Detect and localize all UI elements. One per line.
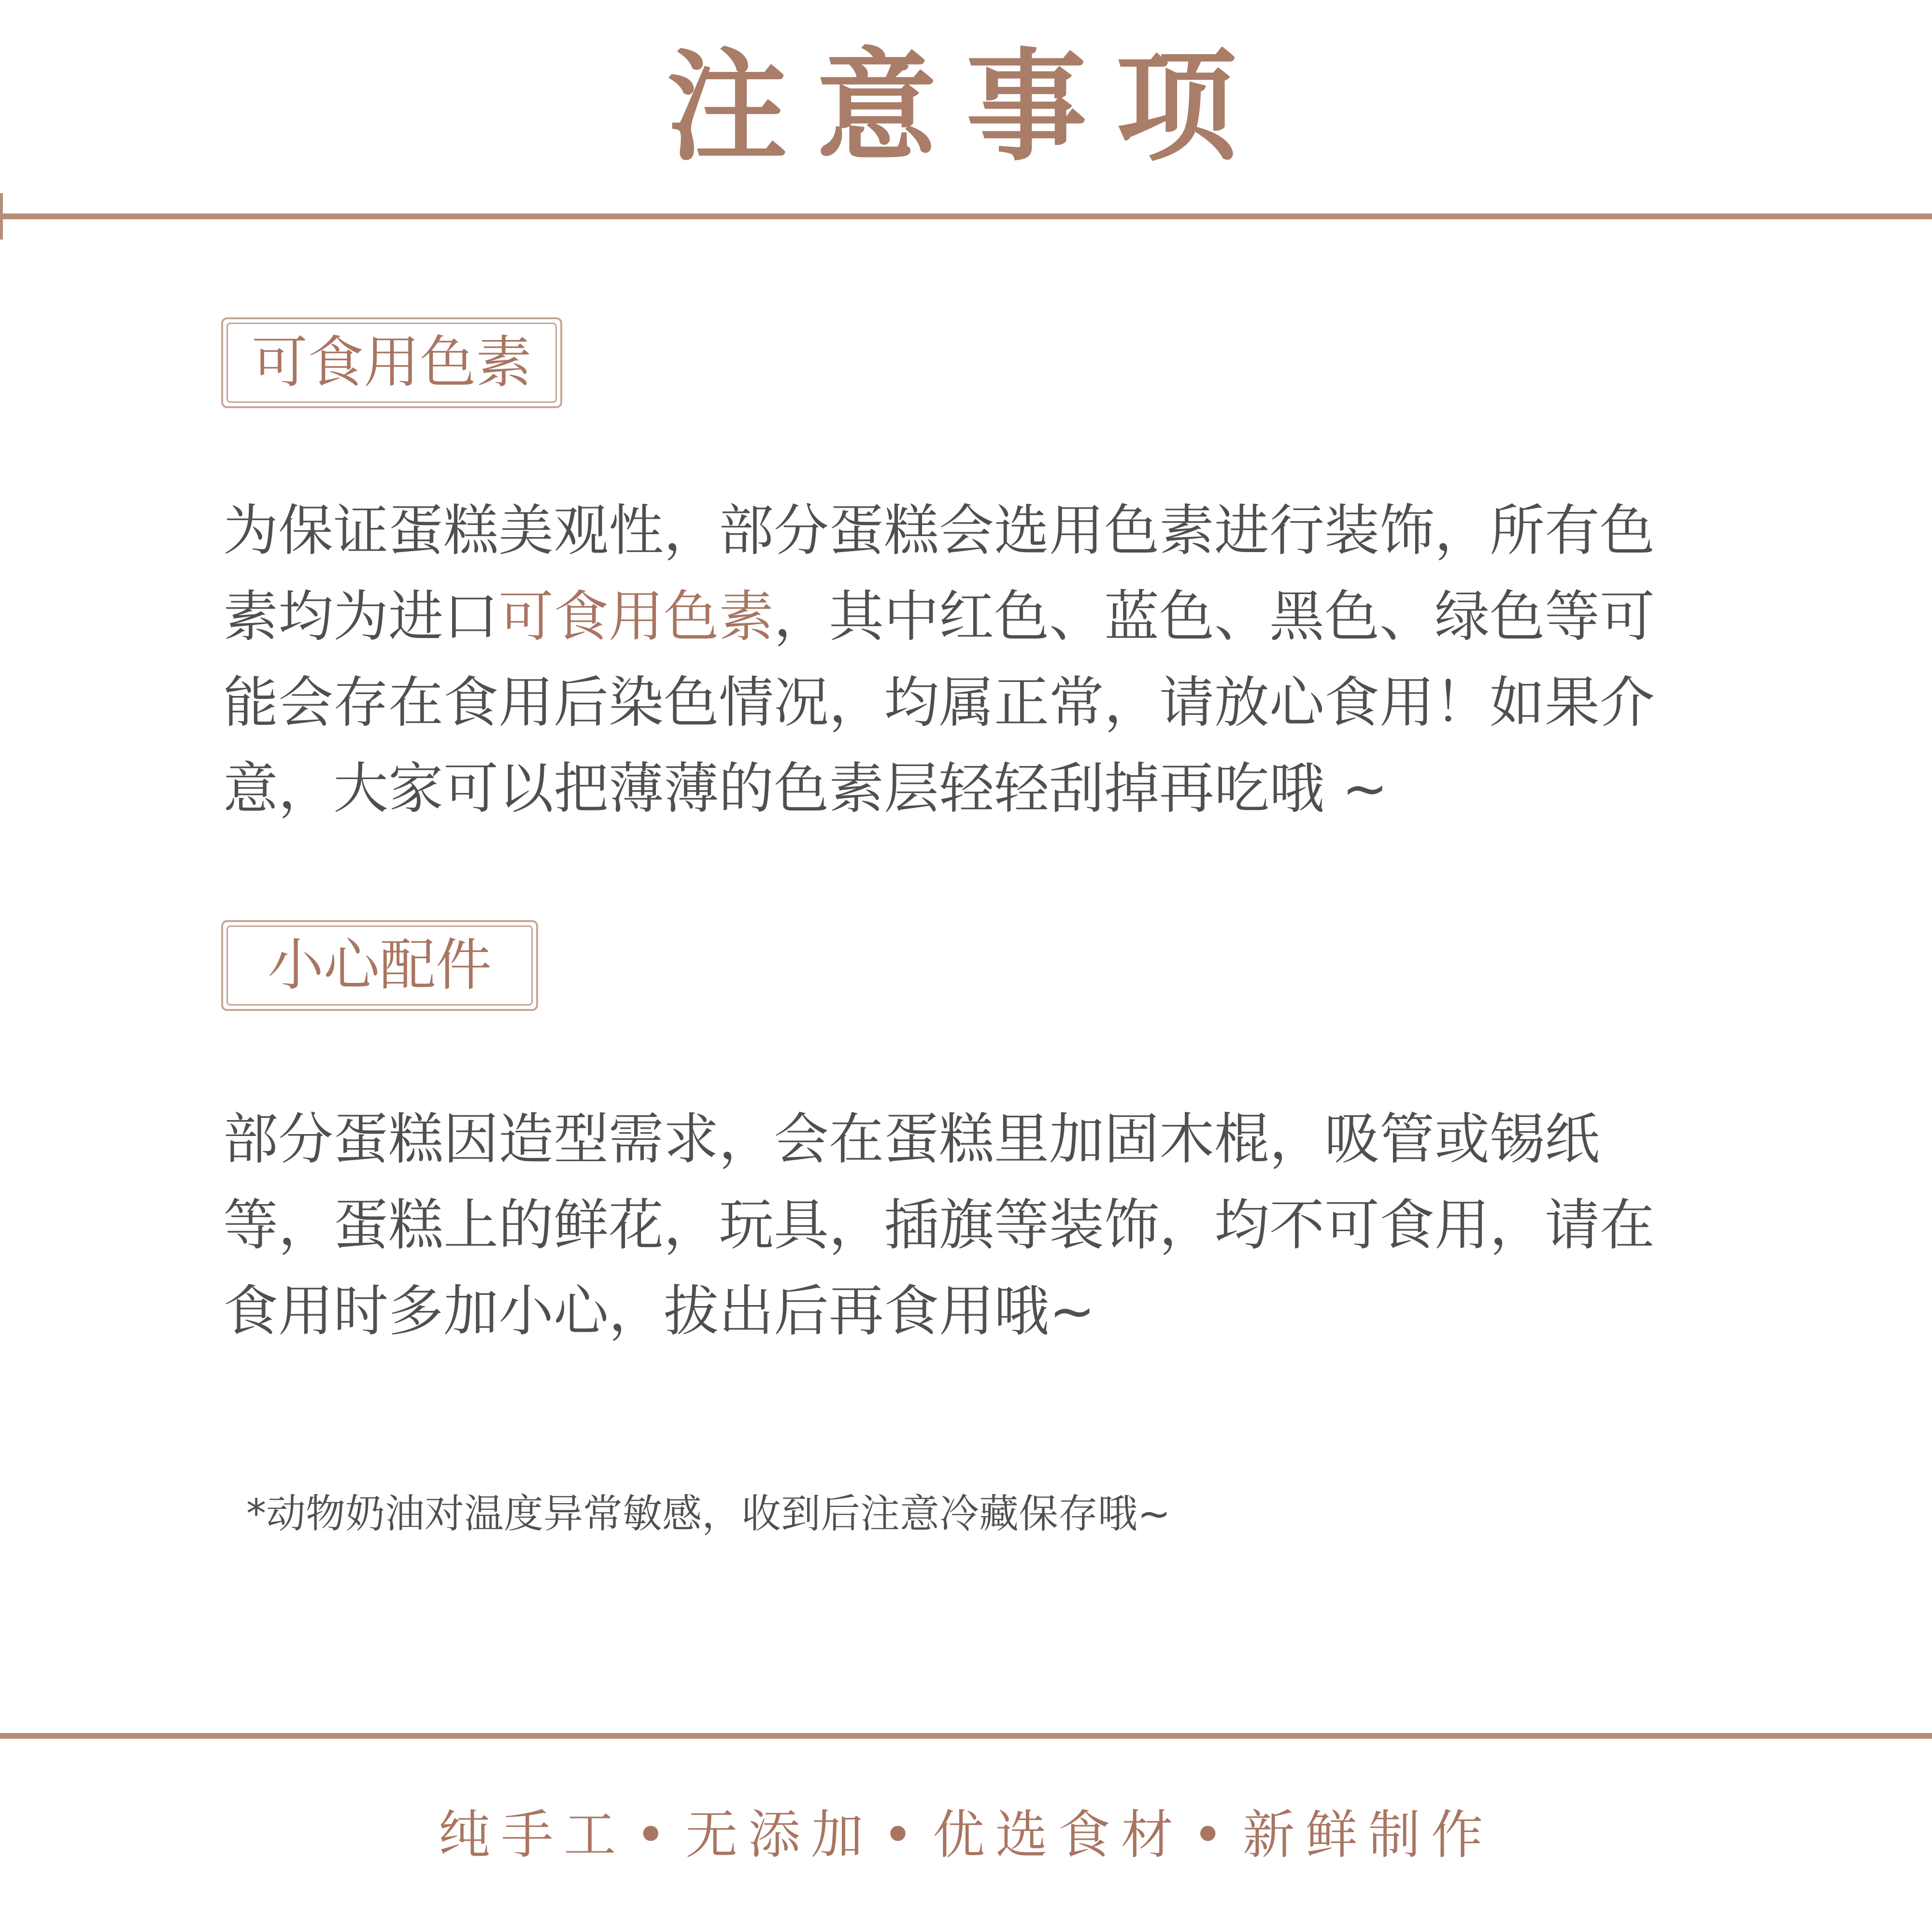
body-text-after: ，其中红色、蓝色、黑色、绿色等可能会存在食用后染色情况，均属正常，请放心食用！如果介意，大家可以把薄薄的色素层轻轻刮掉再吃哦 ~	[223, 584, 1655, 821]
slogan-dot: •	[882, 1805, 924, 1865]
section-body-accessories: 部分蛋糕因造型需求，会在蛋糕里加固木棍，吸管或锡纸等，蛋糕上的鲜花，玩具，插旗等装饰，均不可食用，请在食用时多加小心，拔出后再食用哦~	[223, 1107, 1655, 1343]
page-title: 注意事项	[667, 35, 1265, 177]
section-body-food-coloring	[223, 488, 1682, 832]
slogan-item: 无添加	[685, 1805, 874, 1865]
slogan-item: 新鲜制作	[1242, 1805, 1494, 1865]
section-tag-label: 可食用色素	[252, 330, 532, 395]
bottom-divider	[0, 1733, 1932, 1739]
slogan-dot: •	[1192, 1805, 1234, 1865]
body-text-before: 为保证蛋糕美观性，部分蛋糕会选用色素进行装饰，所有色素均为进口	[223, 498, 1655, 649]
section-tag-food-coloring	[221, 317, 562, 408]
section-tag-label: 小心配件	[268, 933, 492, 998]
footnote: *动物奶油对温度异常敏感，收到后注意冷藏保存哦~	[246, 1491, 1171, 1537]
section-tag-accessories	[221, 920, 538, 1011]
slogan-item: 优选食材	[932, 1805, 1184, 1865]
slogan	[0, 1802, 1932, 1869]
slogan-dot: •	[635, 1805, 677, 1865]
body-highlight: 可食用色素	[498, 584, 774, 649]
slogan-item: 纯手工	[438, 1805, 627, 1865]
top-divider	[0, 213, 1932, 219]
